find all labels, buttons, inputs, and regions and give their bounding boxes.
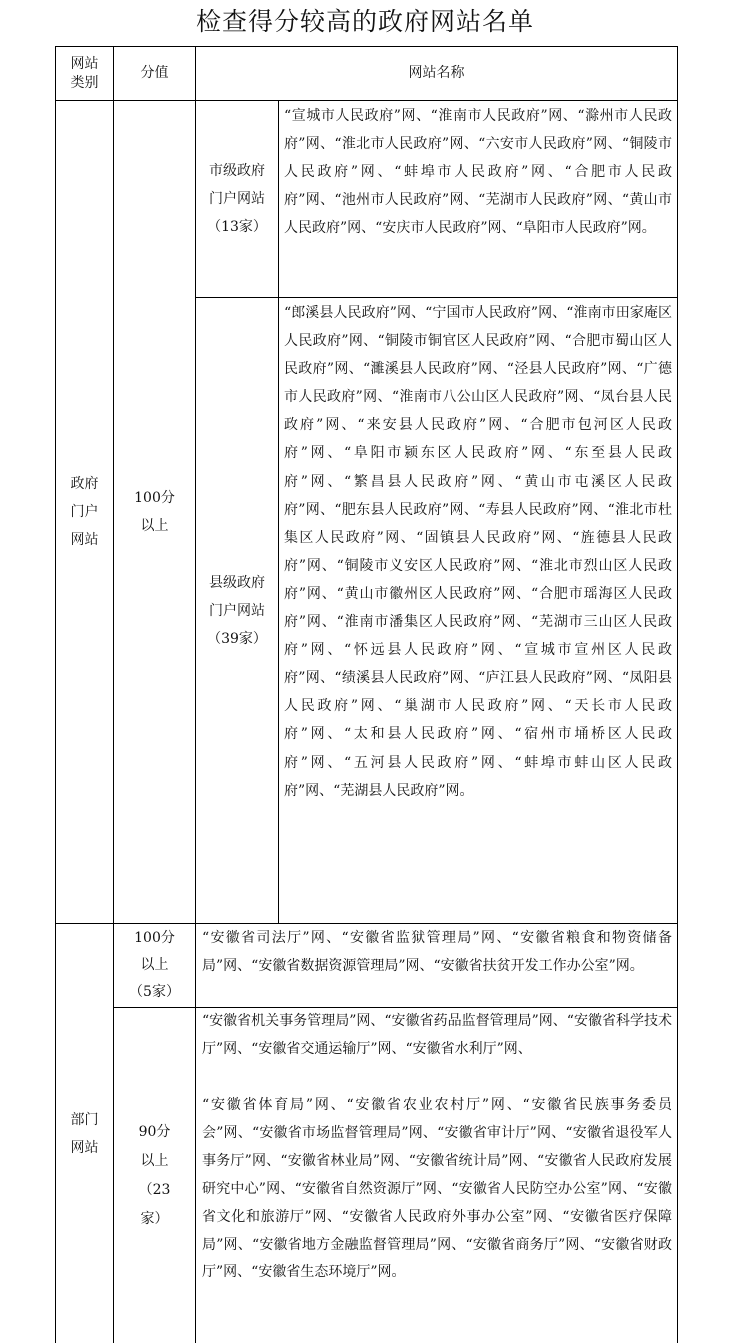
- col-divider-sublabel: [278, 100, 279, 923]
- gov-portal-category: 政府 门户 网站: [70, 476, 99, 548]
- city-portal-label: 市级政府 门户网站 （13家）: [207, 163, 267, 235]
- dept-tier2-score: 90分 以上 （23 家）: [138, 1123, 171, 1227]
- table-border-right: [677, 46, 678, 1343]
- header-category-line-1: 网站: [70, 55, 99, 72]
- header-score: 分值: [140, 65, 169, 81]
- city-portal-sites: “宣城市人民政府”网、“淮南市人民政府”网、“滁州市人民政府”网、“淮北市人民政府”网、“六安市人民政府”网、“铜陵市人民政府”网、“蚌埠市人民政府”网、“合肥市人民政府”网、“池州市人民政府”网、“芜湖市人民政府”网、“黄山市人民政府”网、“安庆市人民政府”网、“阜阳市人民政府”网。: [284, 108, 672, 237]
- gov-portal-score: 100分 以上: [134, 490, 175, 534]
- dept-tier1-sites: “安徽省司法厅”网、“安徽省监狱管理局”网、“安徽省粮食和物资储备局”网、“安徽省数据资源管理局”网、“安徽省扶贫开发工作办公室”网。: [202, 930, 672, 975]
- county-portal-sites: “郎溪县人民政府”网、“宁国市人民政府”网、“淮南市田家庵区人民政府”网、“铜陵市铜官区人民政府”网、“合肥市蜀山区人民政府”网、“濉溪县人民政府”网、“泾县人民政府”网、“广德市人民政府”网、“淮南市八公山区人民政府”网、“凤台县人民政府”网、“来安县人民政府”网、“合肥市包河区人民政府”网、“阜阳市颍东区人民政府”网、“东至县人民政府”网、“繁昌县人民政府”网、“黄山市屯溪区人民政府”网、“肥东县人民政府”网、“寿县人民政府”网、“淮北市杜集区人民政府”网、“固镇县人民政府”网、“旌德县人民政府”网、“铜陵市义安区人民政府”网、“淮北市烈山区人民政府”网、“黄山市徽州区人民政府”网、“合肥市瑶海区人民政府”网、“淮南市潘集区人民政府”网、“芜湖市三山区人民政府”网、“怀远县人民政府”网、“宣城市宣州区人民政府”网、“绩溪县人民政府”网、“庐江县人民政府”网、“凤阳县人民政府”网、“巢湖市人民政府”网、“天长市人民政府”网、“太和县人民政府”网、“宿州市埇桥区人民政府”网、“五河县人民政府”网、“蚌埠市蚌山区人民政府”网、“芜湖县人民政府”网。: [284, 305, 672, 799]
- dept-tier2-sites-part1: “安徽省机关事务管理局”网、“安徽省药品监督管理局”网、“安徽省科学技术厅”网、“安徽省交通运输厅”网、“安徽省水利厅”网、: [202, 1013, 672, 1057]
- header-category-line-2: 类别: [70, 74, 99, 91]
- document-title: 检查得分较高的政府网站名单: [195, 7, 534, 36]
- header-site-name: 网站名称: [408, 65, 465, 81]
- dept-tier2-sites-part2: “安徽省体育局”网、“安徽省农业农村厅”网、“安徽省民族事务委员会”网、“安徽省市场监督管理局”网、“安徽省审计厅”网、“安徽省退役军人事务厅”网、“安徽省林业局”网、“安徽省统计局”网、“安徽省人民政府发展研究中心”网、“安徽省自然资源厅”网、“安徽省人民防空办公室”网、“安徽省文化和旅游厅”网、“安徽省人民政府外事办公室”网、“安徽省医疗保障局”网、“安徽省地方金融监督管理局”网、“安徽省商务厅”网、“安徽省财政厅”网、“安徽省生态环境厅”网。: [202, 1097, 672, 1281]
- dept-category: 部门 网站: [70, 1111, 99, 1156]
- header-category: [56, 47, 113, 100]
- county-portal-label: 县级政府 门户网站 （39家）: [207, 574, 267, 647]
- dept-tier1-score: 100分 以上 （5家）: [129, 930, 180, 1000]
